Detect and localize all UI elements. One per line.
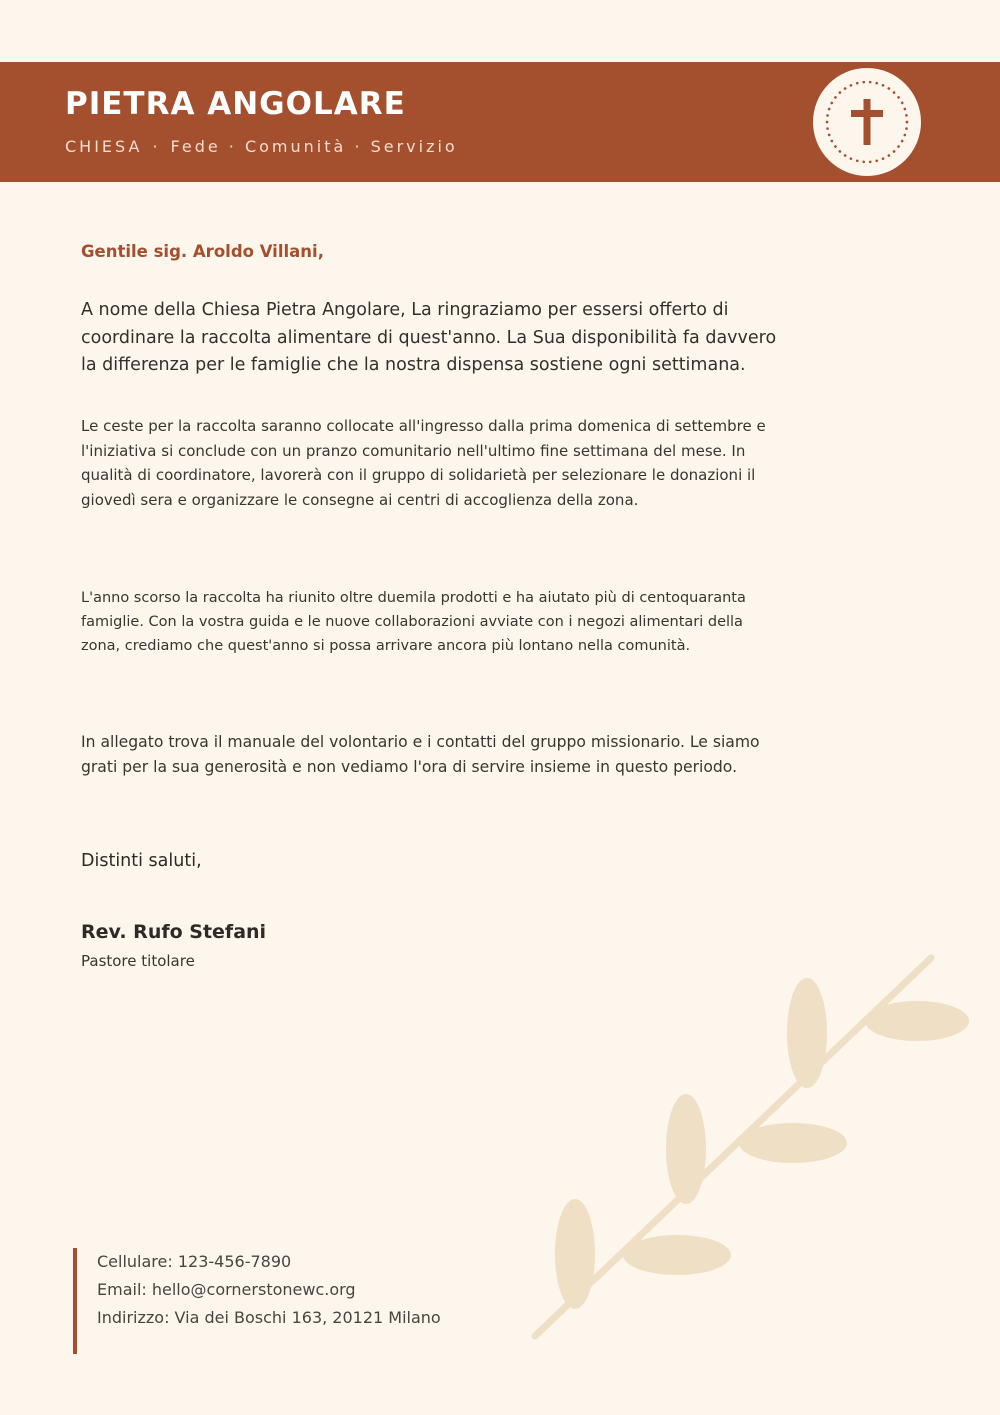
contact-email: Email: hello@cornerstonewc.org [97, 1280, 356, 1299]
letter-paragraph-3: L'anno scorso la raccolta ha riunito oltre duemila prodotti e ha aiutato più di centoquaranta famiglie. Con la vostra guida e le nuove collaborazioni avviate con i negozi alimentari della zona, crediamo che quest'anno si possa arrivare ancora più lontano nella comunità. [81, 590, 746, 654]
letter-greeting: Gentile sig. Aroldo Villani, [81, 242, 324, 261]
letterhead-banner [0, 62, 1000, 182]
olive-branch-icon [525, 950, 975, 1350]
letter-paragraph-1: A nome della Chiesa Pietra Angolare, La ringraziamo per essersi offerto di coordinare la raccolta alimentare di quest'anno. La Sua disponibilità fa davvero la differenza per le famiglie che la nostra dispensa sostiene ogni settimana. [81, 300, 777, 375]
contact-info [73, 1248, 441, 1354]
signer-name: Rev. Rufo Stefani [81, 921, 267, 943]
cross-icon [813, 68, 921, 176]
letter-paragraph-4: In allegato trova il manuale del volontario e i contatti del gruppo missionario. Le siamo grati per la sua generosità e non vediamo l'ora di servire insieme in questo periodo. [81, 733, 760, 776]
contact-phone: Cellulare: 123-456-7890 [97, 1252, 292, 1271]
org-tagline [65, 137, 458, 156]
letter-paragraph-2: Le ceste per la raccolta saranno collocate all'ingresso dalla prima domenica di settembre e l'iniziativa si conclude con un pranzo comunitario nell'ultimo fine settimana del mese. In qualità di coordinatore, lavorerà con il gruppo di solidarietà per selezionare le donazioni il giovedì sera e organizzare le consegne ai centri di accoglienza della zona. [81, 417, 766, 509]
tagline-church: CHIESA [65, 137, 143, 156]
org-name: PIETRA ANGOLARE [65, 86, 406, 122]
tagline-values: Fede · Comunità · Servizio [170, 137, 458, 156]
tagline-separator: · [152, 137, 161, 156]
signer-title: Pastore titolare [81, 952, 195, 970]
letter-closing: Distinti saluti, [81, 851, 202, 871]
contact-address: Indirizzo: Via dei Boschi 163, 20121 Milano [97, 1308, 441, 1327]
